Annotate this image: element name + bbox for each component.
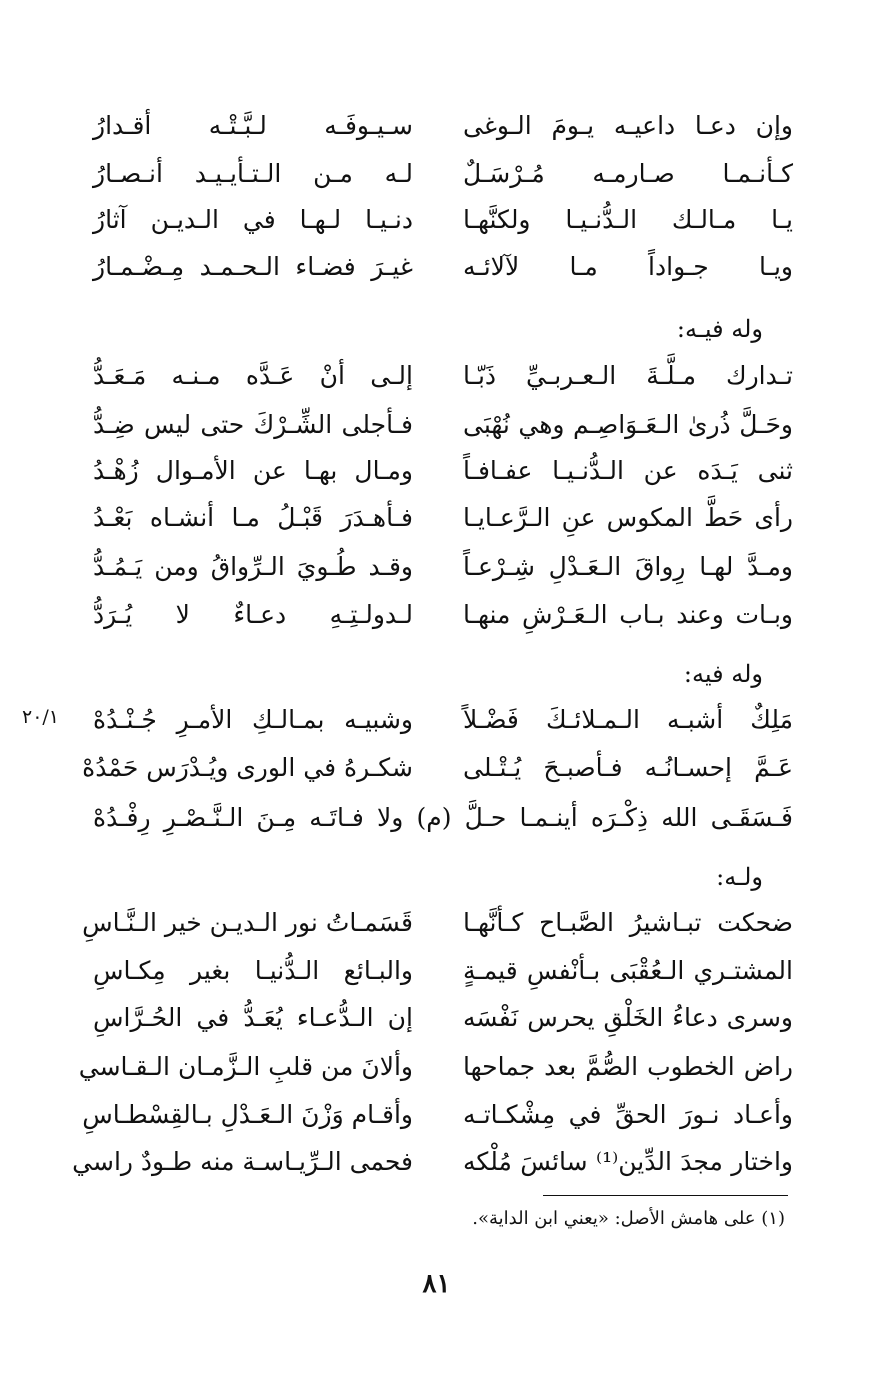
verse-2-second-hemistich: لـه مـن الـتـأيـيـد أنـصـارُ (93, 159, 413, 188)
verse-14-first-hemistich: ضحكت تبـاشيرُ الصَّبـاح كـأنَّهـا (463, 908, 793, 937)
verse-6-first-hemistich: وحَـلَّ ذُرىٰ الـعَـوَاصِـم وهي نُهْبَى (463, 410, 793, 439)
verse-9-second-hemistich: وقـد طُـويَ الـرِّواقُ ومن يَـمُـدُّ (93, 552, 413, 581)
verse-13-full-line: فَـسَقَـى الله ذِكْـرَه أينـمـا حـلَّ (م) ولا فـاتَـه مِـنَ الـنَّـصْـرِ رِفْـدُهْ (93, 803, 793, 832)
verse-5-second-hemistich: إلـى أنْ عَـدَّه مـنـه مَـعَـدُّ (93, 361, 413, 390)
verse-7-first-hemistich: ثنى يَـدَه عن الـدُّنـيـا عفـافـاً (463, 456, 793, 485)
verse-18-first-hemistich: وأعـاد نـورَ الحقِّ في مِشْكـاتـه (463, 1100, 793, 1129)
page-number: ٨١ (422, 1269, 451, 1299)
verse-11-second-hemistich: وشبيـه بمـالـكِ الأمـرِ جُـنْـدُهْ (93, 705, 413, 734)
verse-10-second-hemistich: لـدولـتِـهِ دعـاءٌ لا يُـرَدُّ (93, 600, 413, 629)
verse-3-second-hemistich: دنـيـا لـهـا في الـديـن آثارُ (93, 205, 413, 234)
verse-1-first-hemistich: وإن دعـا داعيـه يـومَ الـوغى (463, 111, 793, 140)
verse-17-first-hemistich: راض الخطوب الصُّمَّ بعد جماحها (463, 1052, 793, 1081)
verse-11-first-hemistich: مَلِكٌ أشبـه الـمـلائـكَ فَضْـلاً (463, 705, 793, 734)
verse-8-second-hemistich: فـأهـدَرَ قَبْـلُ مـا أنشـاه بَعْـدُ (93, 503, 413, 532)
footnote: (١) على هامش الأصل: «يعني ابن الداية». (472, 1208, 785, 1229)
section-heading: وله فيـه: (676, 315, 763, 343)
verse-5-first-hemistich: تـدارك مـلَّـةَ الـعـربـيِّ ذَبّـا (463, 361, 793, 390)
verse-12-second-hemistich: شكـرهُ في الورى ويُـدْرَس حَمْدُهْ (82, 753, 413, 782)
verse-19-second-hemistich: فحمى الـرِّيـاسـة منه طـودٌ راسي (72, 1147, 413, 1176)
verse-14-second-hemistich: قَسَمـاتُ نور الـديـن خير الـنَّـاسِ (82, 908, 413, 937)
verse-4-first-hemistich: ويـا جـواداً مـا لآلائـه (463, 252, 793, 281)
verse-9-first-hemistich: ومـدَّ لهـا رِواقَ الـعَـدْلِ شِـرْعـاً (463, 552, 793, 581)
section-heading: ولـه: (716, 863, 763, 891)
verse-7-second-hemistich: ومـال بهـا عن الأمـوال زُهْـدُ (93, 456, 413, 485)
verse-6-second-hemistich: فـأجلى الشِّـرْكَ حتى ليس ضِـدُّ (93, 410, 413, 439)
margin-reference: ٢٠/١ (22, 706, 60, 728)
verse-2-first-hemistich: كـأنـمـا صـارمـه مُـرْسَـلٌ (463, 159, 793, 188)
verse-16-first-hemistich: وسرى دعاءُ الخَلْقِ يحرس نَفْسَه (463, 1003, 793, 1032)
verse-10-first-hemistich: وبـات وعند بـاب الـعَـرْشِ منهـا (463, 600, 793, 629)
verse-8-first-hemistich: رأى حَطَّ المكوس عنِ الـرَّعـايـا (463, 503, 793, 532)
footnote-divider (543, 1195, 788, 1196)
verse-18-second-hemistich: وأقـام وَزْنَ الـعَـدْلِ بـالقِسْطـاسِ (82, 1100, 413, 1129)
verse-17-second-hemistich: وألانَ من قلبِ الـزَّمـان الـقـاسي (78, 1052, 413, 1081)
section-heading: وله فيه: (683, 660, 763, 688)
verse-15-first-hemistich: المشتـري الـعُقْبَى بـأنْفسِ قيمـةٍ (463, 956, 793, 985)
verse-1-second-hemistich: سـيـوفَـه لـبَّـتْـه أقـدارُ (93, 111, 413, 140)
verse-4-second-hemistich: غيـرَ فضـاء الـحـمـد مِـضْـمـارُ (93, 252, 413, 281)
verse-16-second-hemistich: إن الـدُّعـاء يُعَـدُّ في الحُـرَّاسِ (93, 1003, 413, 1032)
verse-15-second-hemistich: والبـائع الـدُّنيـا بغير مِكـاسِ (93, 956, 413, 985)
verse-12-first-hemistich: عَـمَّ إحسـانُـه فـأصبـحَ يُـتْـلى (463, 753, 793, 782)
verse-3-first-hemistich: يـا مـالـك الـدُّنـيـا ولكنَّهـا (463, 205, 793, 234)
verse-19-first-hemistich: واختار مجدَ الدِّين⁽¹⁾ سائسَ مُلْكه (463, 1147, 793, 1176)
